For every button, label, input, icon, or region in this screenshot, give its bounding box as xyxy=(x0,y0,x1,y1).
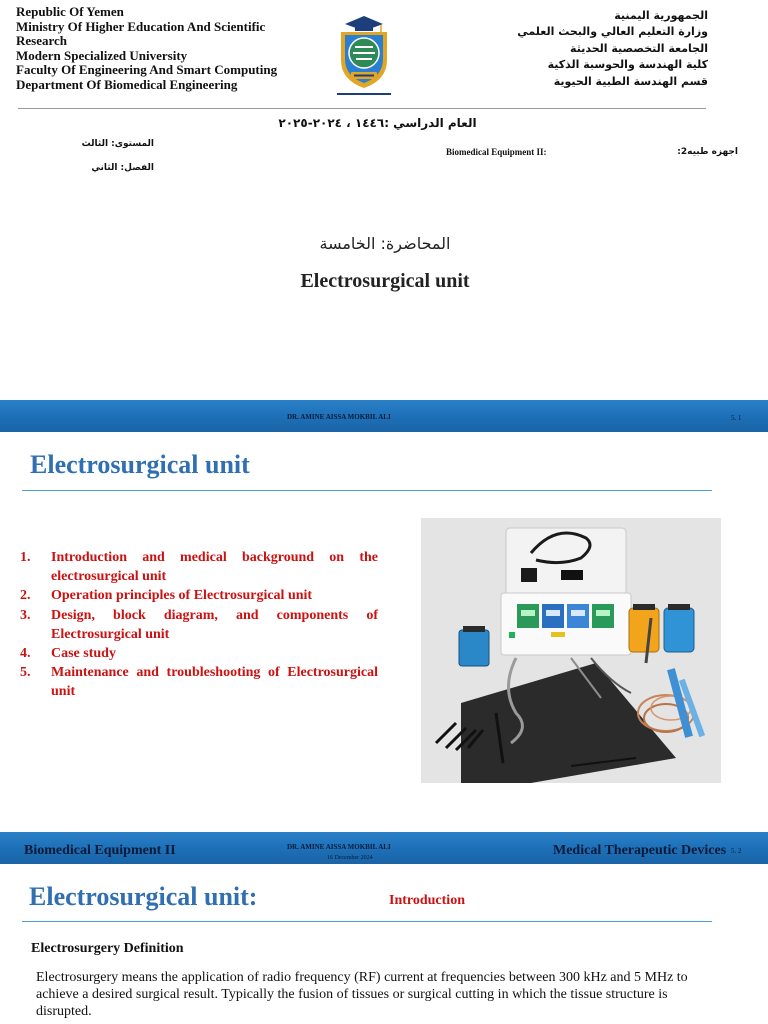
university-logo xyxy=(333,14,395,100)
outline-item-number: 5. xyxy=(20,665,31,681)
outline-item xyxy=(20,586,378,605)
definition-heading: Electrosurgery Definition xyxy=(31,941,184,956)
definition-paragraph: Electrosurgery means the application of radio frequency (RF) current at frequencies between 300 kHz and 5 MHz to achieve a desired surgical result. Typically the fusion of tissues or surgical cutting in which the tissue structure is disrupted. xyxy=(36,970,688,1019)
slide3-title-rule xyxy=(22,921,712,922)
electrosurgical-unit-photo xyxy=(421,518,721,783)
slide2-footer-band xyxy=(0,832,768,864)
header-ar-line: الجمهورية اليمنية xyxy=(614,9,708,22)
header-en-line: Research xyxy=(16,33,68,49)
header-ar-line: وزارة التعليم العالي والبحث العلمي xyxy=(517,25,708,39)
outline-item-text: Operation principles of Electrosurgical unit xyxy=(51,588,313,604)
footer-page-number: 5. 2 xyxy=(731,847,742,855)
header-en-line: Modern Specialized University xyxy=(16,47,188,63)
footer-course: Biomedical Equipment II xyxy=(24,843,176,858)
lecture-outline-list xyxy=(20,548,378,702)
header-divider xyxy=(18,108,706,109)
header-ar-line: كلية الهندسة والحوسبة الذكية xyxy=(547,58,708,72)
university-seal-icon xyxy=(333,14,395,100)
footer-date: 16 December 2024 xyxy=(327,855,373,861)
academic-year: العام الدراسي :١٤٤٦ ، ٢٠٢٤-٢٠٢٥ xyxy=(278,116,477,130)
slide2-title: Electrosurgical unit xyxy=(30,450,250,479)
outline-item-number: 2. xyxy=(20,588,31,604)
outline-item xyxy=(20,663,378,701)
outline-item-text: Introduction and medical background on the electrosurgical unit xyxy=(51,550,378,585)
outline-item-text: Design, block diagram, and components of Electrosurgical unit xyxy=(51,607,378,642)
outline-item-text: Maintenance and troubleshooting of Electrosurgical unit xyxy=(51,665,378,700)
esu-device-illustration xyxy=(421,518,721,783)
footer-author: DR. AMINE AISSA MOKBIL ALI xyxy=(287,843,391,851)
header-english-block xyxy=(16,5,277,93)
outline-item xyxy=(20,606,378,644)
outline-item-number: 4. xyxy=(20,646,31,662)
outline-item xyxy=(20,548,378,586)
header-en-line: Ministry Of Higher Education And Scientific xyxy=(16,18,266,34)
subject-english: Biomedical Equipment II: xyxy=(446,147,547,157)
header-en-line: Republic Of Yemen xyxy=(16,4,124,19)
header-ar-line: الجامعة التخصصية الحديثة xyxy=(570,41,708,55)
outline-item-text: Case study xyxy=(51,646,116,662)
header-ar-line: قسم الهندسة الطبية الحيوية xyxy=(553,74,708,88)
header-arabic-block xyxy=(517,8,708,90)
outline-item xyxy=(20,644,378,663)
outline-item-number: 1. xyxy=(20,550,31,565)
outline-item-number: 3. xyxy=(20,607,31,623)
slide3-subtitle: Introduction xyxy=(389,893,465,908)
footer-page-number: 5. 1 xyxy=(731,414,742,422)
semester-label: الفصل: الثاني xyxy=(91,163,154,173)
footer-author: DR. AMINE AISSA MOKBIL ALI xyxy=(287,413,391,421)
subject-arabic: اجهزه طبيه2: xyxy=(677,147,738,157)
footer-topic: Medical Therapeutic Devices xyxy=(553,843,727,858)
header-en-line: Department Of Biomedical Engineering xyxy=(16,76,238,92)
header-en-line: Faculty Of Engineering And Smart Computing xyxy=(16,62,278,78)
slide1-footer-band xyxy=(0,400,768,432)
lecture-number-arabic: المحاضرة: الخامسة xyxy=(319,234,451,253)
slide3-title: Electrosurgical unit: xyxy=(29,882,258,911)
slide2-title-rule xyxy=(22,490,712,491)
lecture-title: Electrosurgical unit xyxy=(300,270,470,292)
level-label: المستوى: الثالث xyxy=(81,139,154,149)
